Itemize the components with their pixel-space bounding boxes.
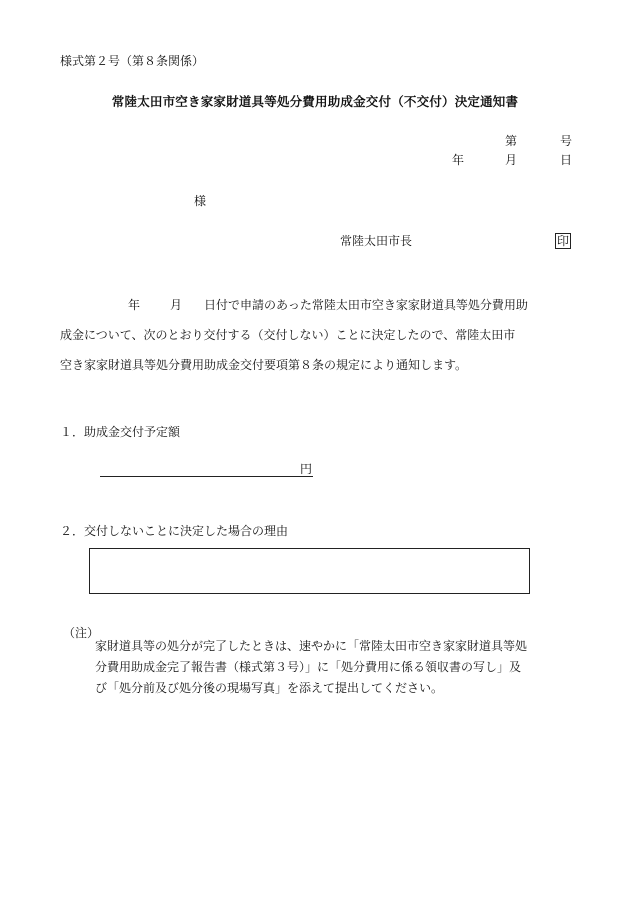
- note-line-3: び「処分前及び処分後の現場写真」を添えて提出してください。: [95, 681, 444, 695]
- reason-box: [89, 548, 530, 594]
- body-line-1-text: 日付で申請のあった常陸太田市空き家家財道具等処分費用助: [204, 298, 528, 312]
- notification-body: [60, 290, 575, 380]
- seal-mark: [555, 233, 571, 249]
- amount-heading: １．助成金交付予定額: [60, 425, 181, 439]
- note-label: （注）: [63, 626, 100, 640]
- form-number: 様式第２号（第８条関係）: [60, 54, 205, 68]
- note-line-1: 家財道具等の処分が完了したときは、速やかに「常陸太田市空き家家財道具等処: [95, 639, 528, 653]
- body-year: 年: [128, 298, 141, 312]
- date-day-label: 日: [560, 153, 573, 167]
- body-line-2: 成金について、次のとおり交付する（交付しない）ことに決定したので、常陸太田市: [60, 328, 516, 342]
- yen-label: 円: [300, 462, 313, 476]
- document-title: 常陸太田市空き家家財道具等処分費用助成金交付（不交付）決定通知書: [111, 94, 519, 109]
- note-text: [95, 636, 575, 699]
- issuer-name: 常陸太田市長: [340, 234, 413, 248]
- doc-number-dai: 第: [505, 134, 518, 148]
- reason-heading: ２．交付しないことに決定した場合の理由: [60, 524, 289, 538]
- date-month-label: 月: [505, 153, 518, 167]
- doc-number-gou: 号: [560, 134, 573, 148]
- note-line-2: 分費用助成金完了報告書（様式第３号）」に「処分費用に係る領収書の写し」及: [95, 660, 522, 674]
- seal-label: 印: [557, 234, 570, 248]
- amount-underline: [100, 476, 313, 477]
- body-line-3: 空き家家財道具等処分費用助成金交付要項第８条の規定により通知します。: [60, 358, 468, 372]
- body-line-1: [60, 290, 575, 320]
- addressee-suffix: 様: [194, 194, 207, 208]
- body-month: 月: [170, 298, 183, 312]
- date-year-label: 年: [452, 153, 465, 167]
